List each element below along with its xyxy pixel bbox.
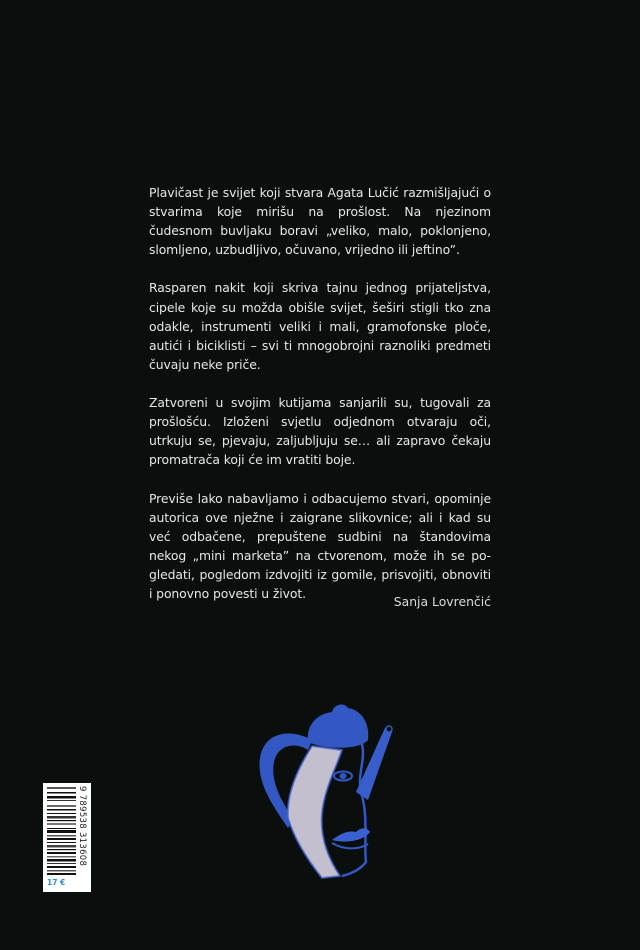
teapot-face-illustration [250,698,400,880]
price-label: 17 € [47,878,66,887]
isbn-number: 9 789538 313608 [77,786,87,867]
blurb-text [149,183,491,622]
blurb-paragraph-1: Plavičast je svijet koji stvara Agata Lučić razmišljajući o stvarima koje mirišu na prošlost. Na njezinom čudesnom buvljaku boravi „veliko, malo, poklonjeno, slomljeno, uzbudljivo, očuvano, vrijedno ili jeftino”. [149,185,491,258]
blurb-paragraph-4: Previše lako nabavljamo i odbacujemo stvari, opominje autorica ove nježne i zaigrane slikovnice; ali i kad su već odbačene, prepuštene sudbini na štandovima nekog „mini marketa” na ctvorenom, može ih se pogledati, pogledom izdvojiti iz gomile, prisvojiti, obnoviti i ponovno povesti u život. [149,490,491,601]
teapot-face-icon [250,698,400,880]
blurb-signature: Sanja Lovrenčić [393,594,491,609]
blurb-paragraph-2: Rasparen nakit koji skriva tajnu jednog prijateljstva, cipele koje su možda obišle svijet, šeširi stigli tko zna odakle, instrumenti veliki i mali, gramofonske ploče, autići i biciklisti – svi ti mnogobrojni raznoliki predmeti čuvaju neke priče. [149,280,491,372]
blurb-paragraph-3: Zatvoreni u svojim kutijama sanjarili su, tugovali za prošlošću. Izloženi svjetlu odjednom otvaraju oči, utrkuju se, pjevaju, zaljubljuju se… ali zapravo čekaju promatrača koji će im vratiti boje. [149,395,491,468]
isbn-barcode [43,783,91,892]
barcode-bars-icon [47,787,76,875]
